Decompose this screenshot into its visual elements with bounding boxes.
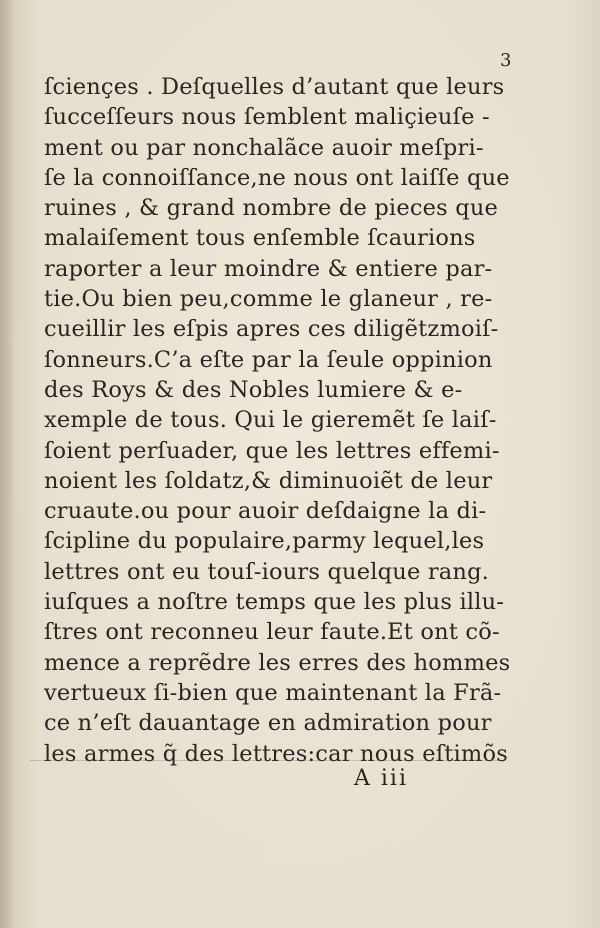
- text-line: cueillir les eſpis apres ces diligẽtzmoiſ-: [44, 316, 499, 343]
- text-line: tie.Ou bien peu,comme le glaneur , re-: [44, 286, 493, 313]
- text-line: mence a reprẽdre les erres des hommes: [44, 649, 511, 676]
- text-line: les armes q̃ des lettres:car nous eſtimõs: [44, 740, 508, 767]
- bottom-rule: [30, 760, 500, 761]
- text-line: malaiſement tous enſemble ſcaurions: [44, 225, 476, 252]
- text-line: ment ou par nonchalãce auoir meſpri-: [44, 134, 484, 161]
- page-gutter: [0, 0, 12, 928]
- body-text: [44, 72, 514, 769]
- text-line: cruaute.ou pour auoir deſdaigne la di-: [44, 498, 487, 525]
- text-line: lettres ont eu touſ-iours quelque rang.: [44, 558, 490, 585]
- text-line: xemple de tous. Qui le gieremẽt ſe laiſ-: [44, 407, 497, 434]
- text-line: ſoient perſuader, que les lettres effemi-: [44, 437, 500, 464]
- text-line: des Roys & des Nobles lumiere & e-: [44, 376, 463, 403]
- text-line: vertueux ſi-bien que maintenant la Frã-: [44, 679, 502, 706]
- text-line: raporter a leur moindre & entiere par-: [44, 255, 493, 282]
- signature-mark: A iii: [354, 766, 408, 791]
- text-line: ſe la connoiſſance,ne nous ont laiſſe que: [44, 164, 510, 191]
- text-line: ſcipline du populaire,parmy lequel,les: [44, 528, 485, 555]
- text-line: ſucceſſeurs nous ſemblent maliçieuſe -: [44, 104, 490, 131]
- text-line: ruines , & grand nombre de pieces que: [44, 195, 499, 222]
- text-line: ſtres ont reconneu leur faute.Et ont cõ-: [44, 619, 500, 646]
- text-line: ſonneurs.C’a eſte par la ſeule oppinion: [44, 346, 493, 373]
- text-line: ſciençes . Deſquelles d’autant que leurs: [44, 74, 505, 100]
- text-line: iuſques a noſtre temps que les plus illu-: [44, 589, 505, 616]
- page-number: 3: [500, 50, 512, 71]
- text-line: noient les ſoldatz,& diminuoiẽt de leur: [44, 467, 493, 494]
- text-line: ce n’eſt dauantage en admiration pour: [44, 710, 492, 737]
